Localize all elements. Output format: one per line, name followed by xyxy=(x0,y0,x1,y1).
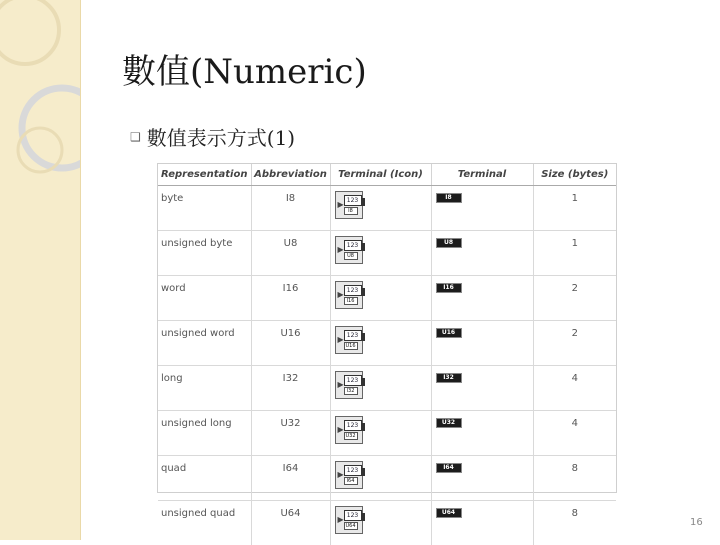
terminal-connector-icon xyxy=(362,378,365,386)
cell-abbreviation: U64 xyxy=(251,501,330,545)
arrow-icon: ▶ xyxy=(338,245,344,254)
icon-display-value: 123 xyxy=(344,240,362,251)
arrow-icon: ▶ xyxy=(338,290,344,299)
cell-size: 8 xyxy=(533,456,616,501)
cell-abbreviation: U32 xyxy=(251,411,330,456)
bullet-item xyxy=(130,122,295,151)
arrow-icon: ▶ xyxy=(338,335,344,344)
cell-size: 1 xyxy=(533,231,616,276)
header-terminal: Terminal xyxy=(431,164,533,186)
numeric-indicator-icon xyxy=(335,506,363,534)
arrow-icon: ▶ xyxy=(338,515,344,524)
terminal-block-icon: U32 xyxy=(436,418,462,428)
icon-type-label: I64 xyxy=(344,477,358,485)
terminal-block-icon: I16 xyxy=(436,283,462,293)
terminal-connector-icon xyxy=(362,468,365,476)
cell-terminal xyxy=(431,366,533,411)
terminal-connector-icon xyxy=(362,423,365,431)
cell-terminal-icon xyxy=(330,231,431,276)
cell-representation: byte xyxy=(158,186,251,231)
cell-terminal-icon xyxy=(330,321,431,366)
cell-abbreviation: I32 xyxy=(251,366,330,411)
icon-display-value: 123 xyxy=(344,510,362,521)
terminal-block-icon: U64 xyxy=(436,508,462,518)
terminal-block-icon: U8 xyxy=(436,238,462,248)
cell-abbreviation: I64 xyxy=(251,456,330,501)
decorative-sidebar xyxy=(0,0,81,540)
numeric-indicator-icon xyxy=(335,461,363,489)
table-row xyxy=(158,456,616,501)
table-row xyxy=(158,411,616,456)
icon-display-value: 123 xyxy=(344,330,362,341)
numeric-indicator-icon xyxy=(335,236,363,264)
numeric-representation-table xyxy=(157,163,617,493)
cell-abbreviation: I16 xyxy=(251,276,330,321)
cell-terminal-icon xyxy=(330,411,431,456)
page-number: 16 xyxy=(690,517,703,528)
terminal-block-icon: I32 xyxy=(436,373,462,383)
icon-type-label: U16 xyxy=(344,342,358,350)
cell-representation: long xyxy=(158,366,251,411)
icon-type-label: U32 xyxy=(344,432,358,440)
cell-terminal xyxy=(431,456,533,501)
cell-terminal-icon xyxy=(330,276,431,321)
terminal-block-icon: I8 xyxy=(436,193,462,203)
table-row xyxy=(158,186,616,231)
header-terminal-icon: Terminal (Icon) xyxy=(330,164,431,186)
icon-type-label: U64 xyxy=(344,522,358,530)
table-row xyxy=(158,501,616,545)
cell-terminal xyxy=(431,411,533,456)
numeric-indicator-icon xyxy=(335,191,363,219)
terminal-connector-icon xyxy=(362,243,365,251)
cell-terminal-icon xyxy=(330,366,431,411)
cell-representation: unsigned byte xyxy=(158,231,251,276)
cell-terminal-icon xyxy=(330,186,431,231)
cell-abbreviation: U16 xyxy=(251,321,330,366)
cell-terminal xyxy=(431,186,533,231)
arrow-icon: ▶ xyxy=(338,200,344,209)
icon-display-value: 123 xyxy=(344,285,362,296)
cell-representation: unsigned quad xyxy=(158,501,251,545)
cell-terminal xyxy=(431,321,533,366)
header-abbreviation: Abbreviation xyxy=(251,164,330,186)
slide-title: 數值(Numeric) xyxy=(122,44,367,93)
table-row xyxy=(158,276,616,321)
cell-size: 8 xyxy=(533,501,616,545)
terminal-connector-icon xyxy=(362,333,365,341)
cell-abbreviation: I8 xyxy=(251,186,330,231)
arrow-icon: ▶ xyxy=(338,470,344,479)
cell-size: 1 xyxy=(533,186,616,231)
cell-terminal xyxy=(431,276,533,321)
cell-size: 2 xyxy=(533,276,616,321)
bullet-icon: ❑ xyxy=(130,130,141,144)
numeric-indicator-icon xyxy=(335,326,363,354)
numeric-indicator-icon xyxy=(335,371,363,399)
terminal-connector-icon xyxy=(362,198,365,206)
cell-terminal xyxy=(431,501,533,545)
cell-representation: word xyxy=(158,276,251,321)
cell-representation: quad xyxy=(158,456,251,501)
terminal-connector-icon xyxy=(362,288,365,296)
icon-display-value: 123 xyxy=(344,465,362,476)
icon-type-label: I16 xyxy=(344,297,358,305)
cell-size: 2 xyxy=(533,321,616,366)
terminal-block-icon: I64 xyxy=(436,463,462,473)
cell-abbreviation: U8 xyxy=(251,231,330,276)
header-size: Size (bytes) xyxy=(533,164,616,186)
cell-terminal-icon xyxy=(330,456,431,501)
cell-representation: unsigned word xyxy=(158,321,251,366)
bullet-text: 數值表示方式(1) xyxy=(147,122,295,151)
icon-display-value: 123 xyxy=(344,375,362,386)
icon-display-value: 123 xyxy=(344,420,362,431)
icon-display-value: 123 xyxy=(344,195,362,206)
decorative-circles xyxy=(0,0,80,540)
numeric-indicator-icon xyxy=(335,281,363,309)
terminal-connector-icon xyxy=(362,513,365,521)
cell-size: 4 xyxy=(533,366,616,411)
table-row xyxy=(158,231,616,276)
cell-terminal xyxy=(431,231,533,276)
icon-type-label: U8 xyxy=(344,252,358,260)
arrow-icon: ▶ xyxy=(338,380,344,389)
header-representation: Representation xyxy=(158,164,251,186)
icon-type-label: I8 xyxy=(344,207,358,215)
terminal-block-icon: U16 xyxy=(436,328,462,338)
arrow-icon: ▶ xyxy=(338,425,344,434)
table-row xyxy=(158,366,616,411)
icon-type-label: I32 xyxy=(344,387,358,395)
cell-terminal-icon xyxy=(330,501,431,545)
cell-representation: unsigned long xyxy=(158,411,251,456)
table-row xyxy=(158,321,616,366)
table-header-row xyxy=(158,164,616,186)
cell-size: 4 xyxy=(533,411,616,456)
numeric-indicator-icon xyxy=(335,416,363,444)
